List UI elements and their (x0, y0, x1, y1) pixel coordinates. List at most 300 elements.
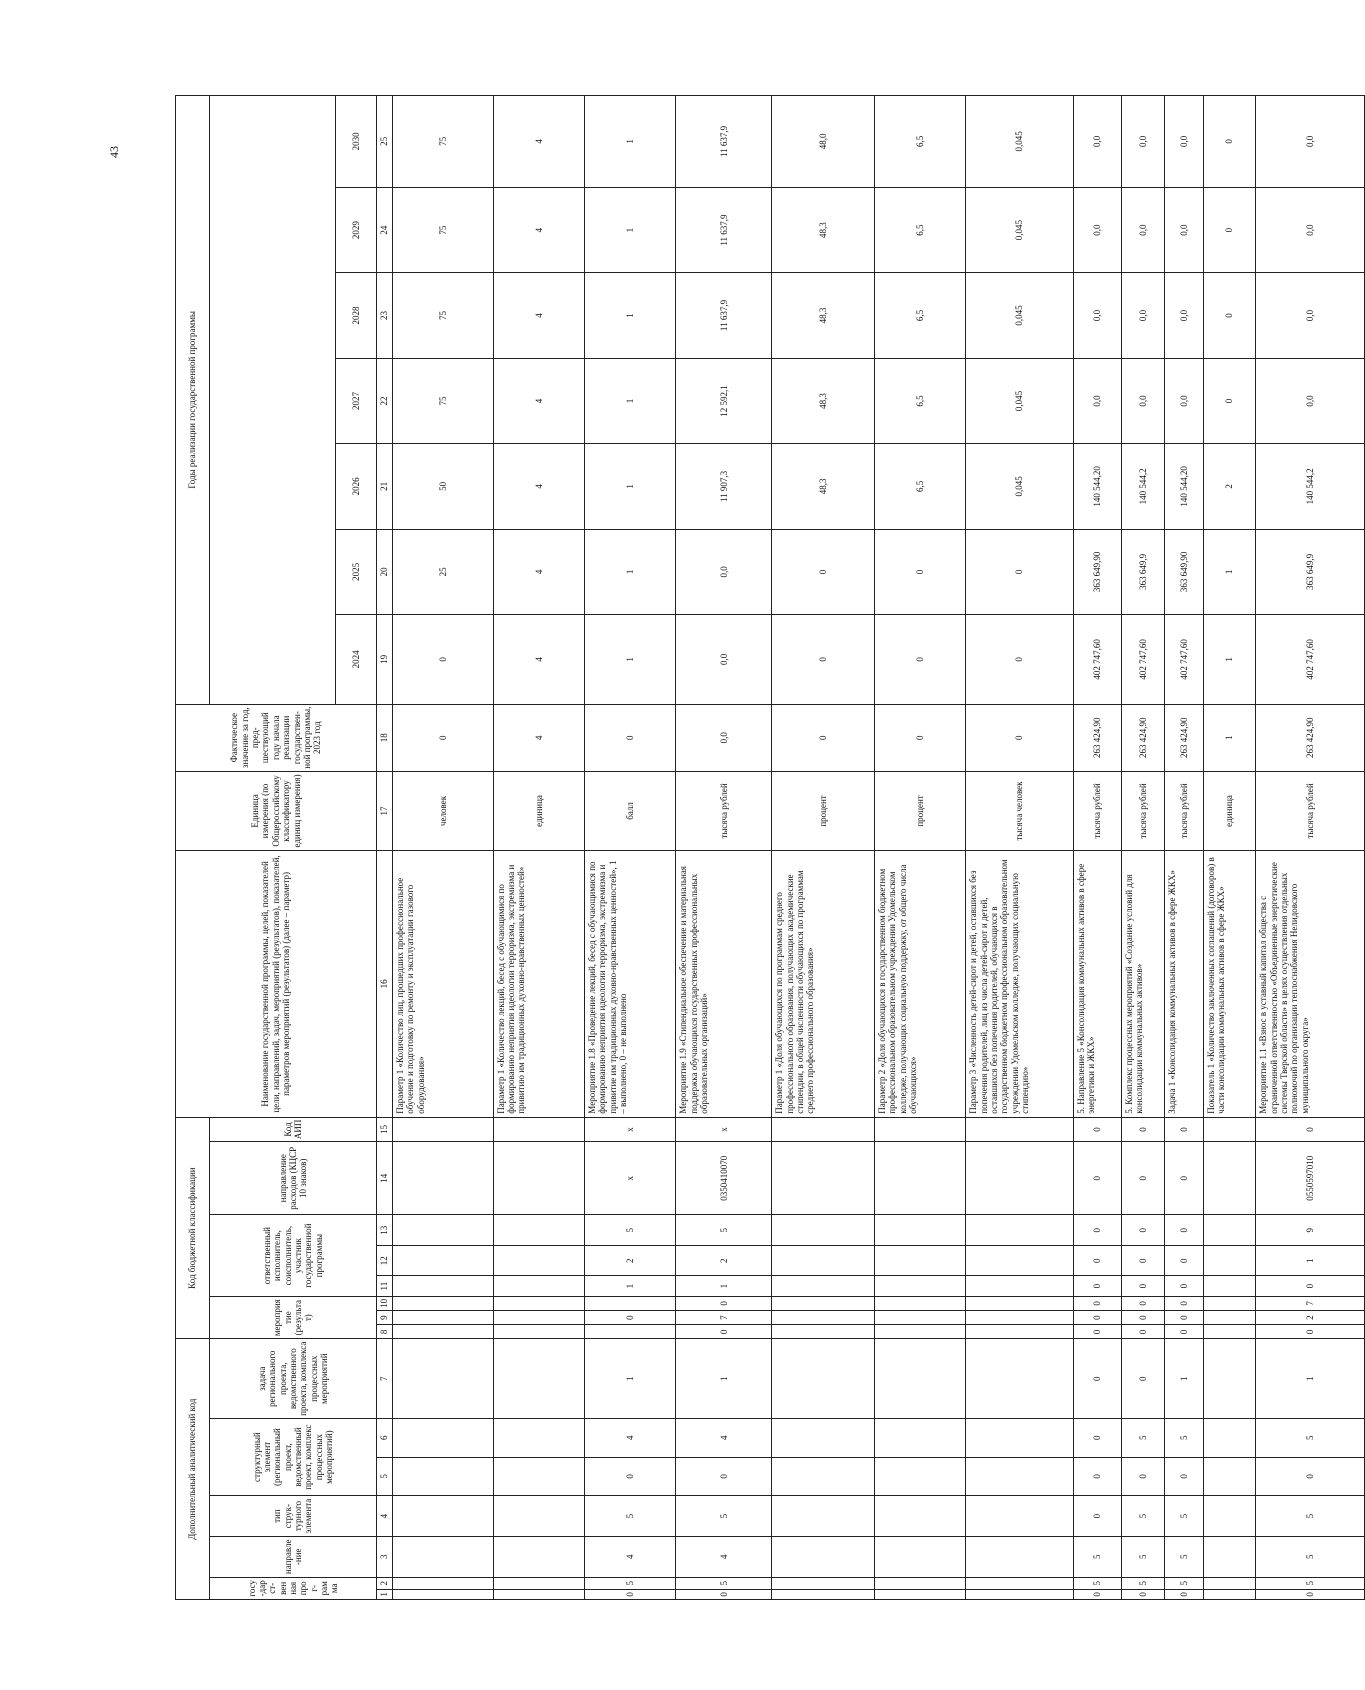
table-cell: 48,3 (772, 187, 875, 272)
table-cell: 0 (1165, 1215, 1204, 1246)
table-cell: 0 (584, 1457, 675, 1496)
table-cell (966, 1311, 1073, 1325)
table-cell: 1 (1203, 704, 1256, 771)
header-name: Наименование государственной программы, целей, показателей цели, направлений, задач, мероприятий (результатов), показателей, параметров мероприятий (результатов) (далее – параметр) (176, 851, 377, 1118)
table-cell: 0 (1121, 1117, 1164, 1141)
table-cell (1203, 1245, 1256, 1276)
table-cell: 0,0 (1121, 358, 1164, 443)
table-cell (1203, 1325, 1256, 1339)
table-cell: х (584, 1117, 675, 1141)
table-cell: процент (874, 771, 965, 850)
table-cell (393, 1496, 494, 1537)
table-cell: 140 544,2 (1256, 444, 1365, 529)
table-cell (1203, 1215, 1256, 1246)
table-cell: 9 (1256, 1215, 1365, 1246)
table-cell: 4 (493, 704, 584, 771)
table-cell: 5 (1121, 1536, 1164, 1577)
row-name-cell: 5. Комплекс процессных мероприятий «Создание условий для консолидации коммунальных активов» (1121, 851, 1164, 1118)
table-cell: 0 (1073, 1325, 1121, 1339)
table-cell (874, 1457, 965, 1496)
column-number: 7 (376, 1339, 392, 1418)
table-row (874, 96, 965, 1600)
column-number: 1 (376, 1589, 392, 1599)
table-cell: 0350410070 (676, 1142, 772, 1215)
table-cell: 0 (1203, 358, 1256, 443)
table-cell: 0 (1256, 1117, 1365, 1141)
table-cell: 0 (1203, 273, 1256, 358)
table-cell: 75 (393, 273, 494, 358)
table-cell: 0 (1256, 1276, 1365, 1296)
table-cell: 0 (772, 615, 875, 705)
header-napravlenie: направле-ние (210, 1536, 377, 1577)
rotated-table-container (175, 95, 1365, 1600)
table-row (966, 96, 1073, 1600)
table-cell (874, 1536, 965, 1577)
table-cell (393, 1117, 494, 1141)
table-cell: 0,045 (966, 444, 1073, 529)
table-cell: 5 (584, 1496, 675, 1537)
table-cell (493, 1577, 584, 1589)
table-cell (493, 1296, 584, 1310)
table-row (1073, 96, 1121, 1600)
row-name-cell: Параметр 2 «Доля обучающихся в государственном бюджетном профессиональном образовательном учреждении Удомельском колледже, получающих социальную поддержку, от общего числа обучающихся» (874, 851, 965, 1118)
table-cell: человек (393, 771, 494, 850)
table-cell: 0 (1121, 1215, 1164, 1246)
table-cell: 0 (1073, 1215, 1121, 1246)
table-cell: 0 (1073, 1117, 1121, 1141)
table-cell (772, 1215, 875, 1246)
table-cell: 4 (493, 187, 584, 272)
header-fact: Фактическое значение за год, пред-шествующий году начала реализации государствен-ной программы, 2023 год (176, 704, 377, 771)
column-number: 15 (376, 1117, 392, 1141)
table-cell: 5 (1165, 1418, 1204, 1457)
column-number: 24 (376, 187, 392, 272)
table-cell (772, 1325, 875, 1339)
table-cell (874, 1245, 965, 1276)
table-cell: 4 (676, 1536, 772, 1577)
table-row (1203, 96, 1256, 1600)
table-cell: 0 (1121, 1311, 1164, 1325)
table-cell: 0 (393, 615, 494, 705)
table-cell: 4 (493, 615, 584, 705)
column-number: 18 (376, 704, 392, 771)
table-cell (874, 1325, 965, 1339)
column-numbers-row (376, 96, 392, 1600)
table-row (393, 96, 494, 1600)
table-cell (772, 1296, 875, 1310)
page-number: 43 (107, 146, 121, 158)
table-cell: 2 (1203, 444, 1256, 529)
table-cell: 0,0 (676, 704, 772, 771)
table-cell: 0 (1203, 187, 1256, 272)
table-cell: 0,0 (1256, 96, 1365, 188)
row-name-cell: Мероприятие 1.9 «Стипендиальное обеспечение и материальная поддержка обучающихся государственных профессиональных образовательных организаций» (676, 851, 772, 1118)
table-cell: 0 (1256, 1589, 1365, 1599)
table-cell (493, 1311, 584, 1325)
table-cell: 0 (676, 1457, 772, 1496)
table-cell (772, 1245, 875, 1276)
table-cell: 0 (1203, 96, 1256, 188)
table-cell: 1 (584, 1339, 675, 1418)
header-year-2027: 2027 (335, 358, 376, 443)
table-cell: 4 (493, 273, 584, 358)
table-cell: 0 (966, 615, 1073, 705)
table-cell: 0 (393, 704, 494, 771)
table-cell: 5 (584, 1215, 675, 1246)
table-cell: 1 (584, 187, 675, 272)
table-cell: 0,045 (966, 273, 1073, 358)
table-cell: 0 (772, 704, 875, 771)
column-number: 16 (376, 851, 392, 1118)
table-cell: 7 (1256, 1296, 1365, 1310)
table-cell: 5 (676, 1496, 772, 1537)
table-cell (493, 1215, 584, 1246)
table-cell: 0 (1121, 1142, 1164, 1215)
table-cell: 0 (1256, 1325, 1365, 1339)
table-cell: 4 (493, 96, 584, 188)
program-table (175, 95, 1365, 1600)
table-cell: 0,0 (1073, 273, 1121, 358)
table-cell (584, 1296, 675, 1310)
table-cell (1203, 1496, 1256, 1537)
column-number: 2 (376, 1577, 392, 1589)
table-row (493, 96, 584, 1600)
table-cell: 0 (584, 1589, 675, 1599)
table-cell: 11 637,9 (676, 187, 772, 272)
header-expense: направление расходов (КЦСР 10 знаков) (210, 1142, 377, 1215)
table-cell: тысяча рублей (676, 771, 772, 850)
table-cell: 0 (1165, 1311, 1204, 1325)
table-cell: 50 (393, 444, 494, 529)
table-cell (393, 1311, 494, 1325)
table-cell (966, 1325, 1073, 1339)
table-cell: 363 649,9 (1256, 529, 1365, 614)
table-cell (772, 1536, 875, 1577)
table-cell (966, 1496, 1073, 1537)
table-cell (393, 1276, 494, 1296)
table-cell: 140 544,20 (1073, 444, 1121, 529)
table-cell: 5 (676, 1577, 772, 1589)
table-cell: 12 592,1 (676, 358, 772, 443)
row-name-cell: 5. Направление 5 «Консолидация коммунальных активов в сфере энергетики и ЖКХ» (1073, 851, 1121, 1118)
table-cell (874, 1339, 965, 1418)
table-cell: 4 (493, 358, 584, 443)
table-cell: 5 (1165, 1536, 1204, 1577)
table-cell (393, 1339, 494, 1418)
header-struct-elem: структурный элемент (региональный проект, ведомственный проект, комплекс процессных мероприятий) (210, 1418, 377, 1495)
column-number: 14 (376, 1142, 392, 1215)
table-cell (1203, 1296, 1256, 1310)
table-row (1165, 96, 1204, 1600)
table-cell: 0 (1165, 1276, 1204, 1296)
table-cell (966, 1339, 1073, 1418)
table-cell: 0 (1121, 1339, 1164, 1418)
table-cell: 6,5 (874, 358, 965, 443)
table-cell: 0 (1073, 1276, 1121, 1296)
row-name-cell: Показатель 1 «Количество заключенных соглашений (договоров) в части консолидации коммунальных активов в сфере ЖКХ» (1203, 851, 1256, 1118)
table-cell: единица (493, 771, 584, 850)
table-cell (772, 1339, 875, 1418)
table-cell (493, 1142, 584, 1215)
table-cell (966, 1418, 1073, 1457)
column-number: 12 (376, 1245, 392, 1276)
table-cell: 5 (1256, 1418, 1365, 1457)
table-cell (1203, 1577, 1256, 1589)
table-cell (493, 1589, 584, 1599)
table-cell: 0 (1165, 1245, 1204, 1276)
table-cell (493, 1457, 584, 1496)
table-cell: 140 544,20 (1165, 444, 1204, 529)
header-aip: Код АИП (210, 1117, 377, 1141)
row-name-cell: Параметр 1 «Количество лекций, бесед с обучающимися по формированию неприятия идеологии терроризма, экстремизма и привитию им традиционных духовно-нравственных ценностей» (493, 851, 584, 1118)
table-cell: 402 747,60 (1073, 615, 1121, 705)
table-cell: х (676, 1117, 772, 1141)
column-number: 20 (376, 529, 392, 614)
table-cell (493, 1536, 584, 1577)
table-cell: 4 (584, 1536, 675, 1577)
header-struct-type: тип струк-турного элемента (210, 1496, 377, 1537)
table-cell: 0 (1073, 1496, 1121, 1537)
table-cell: 5 (1165, 1496, 1204, 1537)
table-cell: 0 (676, 1296, 772, 1310)
table-cell: 11 907,3 (676, 444, 772, 529)
table-cell: тысяча человек (966, 771, 1073, 850)
table-cell (393, 1457, 494, 1496)
column-number: 19 (376, 615, 392, 705)
table-cell (772, 1117, 875, 1141)
table-cell: 0,0 (1121, 96, 1164, 188)
table-cell: 4 (676, 1418, 772, 1457)
table-cell (874, 1276, 965, 1296)
table-cell: 5 (1121, 1577, 1164, 1589)
table-row (772, 96, 875, 1600)
table-cell: 2 (584, 1245, 675, 1276)
column-number: 17 (376, 771, 392, 850)
table-cell (772, 1276, 875, 1296)
table-cell (493, 1325, 584, 1339)
table-cell: 0 (772, 529, 875, 614)
table-cell: 0 (1256, 1457, 1365, 1496)
table-cell (1203, 1589, 1256, 1599)
table-cell: 4 (584, 1418, 675, 1457)
table-cell: 0 (676, 1325, 772, 1339)
column-number: 9 (376, 1311, 392, 1325)
header-task: задача регионального проекта, ведомственного проекта, комплекса процессных мероприятий (210, 1339, 377, 1418)
table-cell (966, 1296, 1073, 1310)
table-cell: 0 (1165, 1457, 1204, 1496)
table-cell (1203, 1418, 1256, 1457)
table-cell: 263 424,90 (1256, 704, 1365, 771)
table-cell: 1 (676, 1276, 772, 1296)
table-cell (874, 1296, 965, 1310)
table-cell: 1 (1165, 1339, 1204, 1418)
table-cell: 0 (1121, 1296, 1164, 1310)
header-unit: Единица измерения (по Общероссийскому классификатору единиц измерения) (176, 771, 377, 850)
table-cell: 140 544,2 (1121, 444, 1164, 529)
table-cell: 5 (1165, 1577, 1204, 1589)
row-name-cell: Параметр 3 «Численность детей-сирот и детей, оставшихся без попечения родителей, лиц из числа детей-сирот и детей, оставшихся без попечения родителей, обучающихся в государственном бюджетном профессиональном образовательном учреждении Удомельском колледже, получающих социальную стипендию» (966, 851, 1073, 1118)
table-cell: 2 (1256, 1311, 1365, 1325)
table-cell: 0,0 (1165, 96, 1204, 188)
row-name-cell: Параметр 1 «Доля обучающихся по программам среднего профессионального образования, получающих академические стипендии, в общей численности обучающихся по программам среднего профессионального образования» (772, 851, 875, 1118)
table-cell (1203, 1339, 1256, 1418)
table-cell: 0 (1165, 1142, 1204, 1215)
table-cell: 0 (1165, 1296, 1204, 1310)
table-cell: 1 (584, 1276, 675, 1296)
table-cell: 0 (874, 704, 965, 771)
table-cell: 0,0 (1256, 273, 1365, 358)
column-number: 3 (376, 1536, 392, 1577)
table-cell (874, 1418, 965, 1457)
table-cell: 1 (1203, 615, 1256, 705)
table-cell: процент (772, 771, 875, 850)
column-number: 21 (376, 444, 392, 529)
table-cell (584, 1325, 675, 1339)
table-cell: 0 (966, 704, 1073, 771)
table-cell (874, 1215, 965, 1246)
table-cell: 1 (1203, 529, 1256, 614)
table-cell: 4 (493, 529, 584, 614)
table-cell (874, 1496, 965, 1537)
header-year-2024: 2024 (335, 615, 376, 705)
table-cell: 0 (1073, 1457, 1121, 1496)
table-cell: 1 (584, 273, 675, 358)
header-year-2025: 2025 (335, 529, 376, 614)
table-cell (966, 1215, 1073, 1246)
table-cell: 5 (1121, 1418, 1164, 1457)
table-cell: 402 747,60 (1165, 615, 1204, 705)
table-cell: тысяча рублей (1073, 771, 1121, 850)
table-cell: 0 (1073, 1339, 1121, 1418)
row-name-cell: Параметр 1 «Количество лиц, прошедших профессиональное обучение и подготовку по ремонту и эксплуатации газового оборудования» (393, 851, 494, 1118)
table-cell: 0,0 (1073, 187, 1121, 272)
table-cell: 5 (1121, 1496, 1164, 1537)
table-row (584, 96, 675, 1600)
header-year-2029: 2029 (335, 187, 376, 272)
table-cell: х (584, 1142, 675, 1215)
table-cell (493, 1276, 584, 1296)
header-years-title: Годы реализации государственной программы (176, 96, 210, 705)
table-cell: 0,0 (1121, 187, 1164, 272)
table-cell: 0 (676, 1589, 772, 1599)
table-cell: 5 (676, 1215, 772, 1246)
table-cell: 6,5 (874, 96, 965, 188)
table-cell: 363 649,90 (1165, 529, 1204, 614)
table-cell: 4 (493, 444, 584, 529)
table-cell: 1 (1256, 1245, 1365, 1276)
table-cell (393, 1577, 494, 1589)
table-cell: 5 (1073, 1577, 1121, 1589)
table-cell (393, 1142, 494, 1215)
column-number: 25 (376, 96, 392, 188)
table-cell (772, 1589, 875, 1599)
table-cell (966, 1117, 1073, 1141)
table-cell (493, 1496, 584, 1537)
table-cell (1203, 1536, 1256, 1577)
table-cell: 48,3 (772, 273, 875, 358)
column-number: 10 (376, 1296, 392, 1310)
table-cell: 0 (1165, 1117, 1204, 1141)
table-cell: единица (1203, 771, 1256, 850)
table-cell: 11 637,9 (676, 273, 772, 358)
table-cell: 263 424,90 (1121, 704, 1164, 771)
table-cell: 1 (676, 1339, 772, 1418)
column-number: 5 (376, 1457, 392, 1496)
table-cell: 0 (1121, 1245, 1164, 1276)
table-cell (874, 1311, 965, 1325)
table-cell: 5 (584, 1577, 675, 1589)
table-cell: 0 (1121, 1457, 1164, 1496)
table-cell (966, 1276, 1073, 1296)
table-cell: 0,0 (676, 615, 772, 705)
table-cell: 0 (966, 529, 1073, 614)
table-cell: 75 (393, 187, 494, 272)
table-cell (874, 1589, 965, 1599)
table-cell: 0 (1073, 1245, 1121, 1276)
row-name-cell: Мероприятие 1.8 «Проведение лекций, бесед с обучающимися по формированию неприятия идеологии терроризма, экстремизма и привитие им традиционных духовно-нравственных ценностей», 1 – выполнено, 0 – не выполнено (584, 851, 675, 1118)
column-number: 23 (376, 273, 392, 358)
table-cell (772, 1577, 875, 1589)
table-cell: 5 (1256, 1536, 1365, 1577)
table-cell (772, 1496, 875, 1537)
table-cell: 5 (1256, 1577, 1365, 1589)
table-cell: 263 424,90 (1165, 704, 1204, 771)
table-cell: 363 649,90 (1073, 529, 1121, 614)
table-cell: 0 (874, 529, 965, 614)
table-row (1256, 96, 1365, 1600)
header-event: мероприятие (результат) (210, 1296, 377, 1339)
table-cell: 0,0 (1165, 273, 1204, 358)
table-cell: 0 (1073, 1589, 1121, 1599)
header-year-2028: 2028 (335, 273, 376, 358)
column-number: 13 (376, 1215, 392, 1246)
table-cell: 0 (584, 704, 675, 771)
table-cell (966, 1245, 1073, 1276)
table-cell: 0 (1073, 1418, 1121, 1457)
table-cell: 0 (1073, 1311, 1121, 1325)
table-cell: 11 637,9 (676, 96, 772, 188)
table-cell: 48,3 (772, 358, 875, 443)
table-cell: тысяча рублей (1165, 771, 1204, 850)
header-year-2026: 2026 (335, 444, 376, 529)
table-cell: 0,0 (1256, 187, 1365, 272)
table-cell: 0,0 (1165, 187, 1204, 272)
table-cell (772, 1457, 875, 1496)
table-cell: 1 (584, 615, 675, 705)
table-cell: 0550597010 (1256, 1142, 1365, 1215)
table-cell: 0 (1121, 1589, 1164, 1599)
table-cell: 25 (393, 529, 494, 614)
table-cell: 2 (676, 1245, 772, 1276)
table-row (676, 96, 772, 1600)
table-cell: 0,045 (966, 358, 1073, 443)
table-cell: 263 424,90 (1073, 704, 1121, 771)
row-name-cell: Мероприятие 1.1 «Взнос в уставный капитал общества с ограниченной ответственностью «Объединенные энергетические системы Тверской области» в целях осуществления отдельных полномочий по организации теплоснабжения Нелидовского муниципального округа» (1256, 851, 1365, 1118)
column-number: 8 (376, 1325, 392, 1339)
column-number: 22 (376, 358, 392, 443)
header-executor: ответственный исполнитель, соисполнитель, участник государственной программы (210, 1215, 377, 1296)
column-number: 11 (376, 1276, 392, 1296)
header-budget-code: Код бюджетной классификации (176, 1117, 210, 1339)
table-cell: 0,0 (1121, 273, 1164, 358)
table-cell (966, 1589, 1073, 1599)
table-cell (966, 1536, 1073, 1577)
column-number: 4 (376, 1496, 392, 1537)
table-cell (772, 1311, 875, 1325)
table-cell: 75 (393, 96, 494, 188)
table-row (1121, 96, 1164, 1600)
table-cell: 0 (1073, 1142, 1121, 1215)
